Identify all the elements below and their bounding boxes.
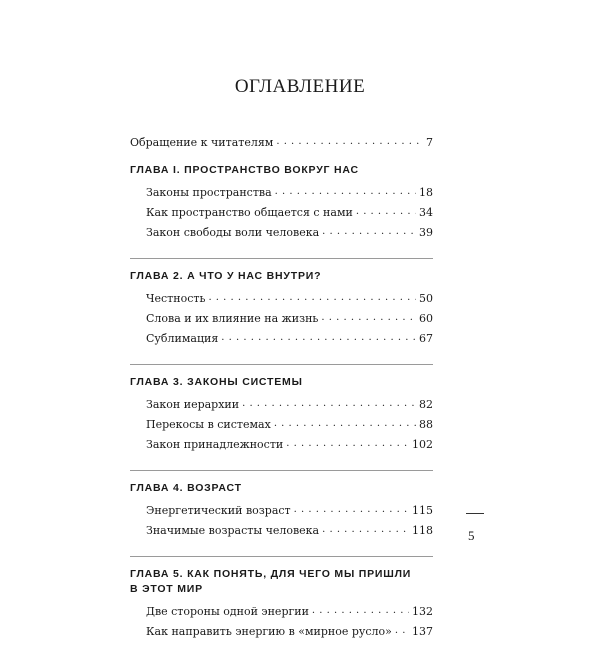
toc-entry-page: 102 [412,438,433,451]
chapter-block-5 [130,567,433,657]
toc-entry[interactable] [130,625,433,645]
dot-leader [356,204,416,218]
toc-entry[interactable] [130,186,433,206]
chapter-heading-line: В ЭТОТ МИР [130,583,203,595]
chapter-heading[interactable]: ГЛАВА 4. ВОЗРАСТ [130,482,242,494]
toc-entry-page: 132 [412,605,433,618]
chapter-block-2 [130,269,433,365]
dot-leader [312,603,409,617]
toc-entry-page: 67 [419,332,433,345]
chapter-heading[interactable] [130,567,433,597]
chapter-block-1 [130,163,433,259]
dot-leader [294,502,409,516]
toc-entry-title: Сублимация [146,332,219,345]
toc-entry-title: Закон иерархии [146,398,240,411]
toc-entry-page: 39 [419,226,433,239]
toc-entry-title: Обращение к читателям [130,136,274,149]
chapter-block-3 [130,375,433,471]
toc-entry-title: Энергетический возраст [146,504,291,517]
chapter-heading[interactable]: ГЛАВА 3. ЗАКОНЫ СИСТЕМЫ [130,376,303,388]
toc-entry-title: Закон свободы воли человека [146,226,320,239]
toc-entry-page: 115 [412,504,433,517]
toc-entry-title: Как пространство общается с нами [146,206,353,219]
toc-entry[interactable] [130,398,433,418]
toc-entry-page: 137 [412,625,433,638]
folio-rule [466,513,484,514]
dot-leader [321,310,416,324]
chapter-heading[interactable]: ГЛАВА 2. А ЧТО У НАС ВНУТРИ? [130,270,322,282]
dot-leader [322,522,409,536]
toc-entry-page: 34 [419,206,433,219]
dot-leader [395,623,409,637]
toc-entry-title: Перекосы в системах [146,418,271,431]
toc-entry-page: 82 [419,398,433,411]
toc-entry[interactable] [130,605,433,625]
toc-entry[interactable] [130,226,433,246]
toc-entry[interactable] [130,312,433,332]
dot-leader [286,436,409,450]
toc-entry-title: Закон принадлежности [146,438,284,451]
toc-entry-title: Две стороны одной энергии [146,605,309,618]
toc-entry[interactable] [130,418,433,438]
dot-leader [242,396,416,410]
toc-entry-page: 7 [426,136,433,149]
dot-leader [276,134,423,148]
dot-leader [208,290,416,304]
chapter-block-4 [130,481,433,557]
toc-entry[interactable] [130,524,433,544]
dot-leader [274,416,416,430]
toc-entry-title: Слова и их влияние на жизнь [146,312,319,325]
toc-entry-page: 60 [419,312,433,325]
toc-entry-preface[interactable] [130,136,433,153]
toc-entry-page: 118 [412,524,433,537]
dot-leader [275,184,416,198]
page-number: 5 [468,528,475,543]
toc-entry-title: Честность [146,292,206,305]
toc-entry-title: Значимые возрасты человека [146,524,320,537]
page-title: ОГЛАВЛЕНИЕ [234,76,366,97]
table-of-contents [130,136,433,667]
chapter-heading-line: ГЛАВА 5. КАК ПОНЯТЬ, ДЛЯ ЧЕГО МЫ ПРИШЛИ [130,568,412,580]
toc-entry-title: Как направить энергию в «мирное русло» [146,625,392,638]
toc-entry-page: 50 [419,292,433,305]
toc-entry[interactable] [130,206,433,226]
toc-entry-title: Законы пространства [146,186,272,199]
chapter-heading[interactable]: ГЛАВА I. ПРОСТРАНСТВО ВОКРУГ НАС [130,164,359,176]
toc-entry-page: 18 [419,186,433,199]
toc-entry[interactable] [130,292,433,312]
dot-leader [322,224,416,238]
toc-entry[interactable] [130,438,433,458]
toc-entry-page: 88 [419,418,433,431]
toc-entry[interactable] [130,504,433,524]
dot-leader [221,330,416,344]
toc-entry[interactable] [130,332,433,352]
